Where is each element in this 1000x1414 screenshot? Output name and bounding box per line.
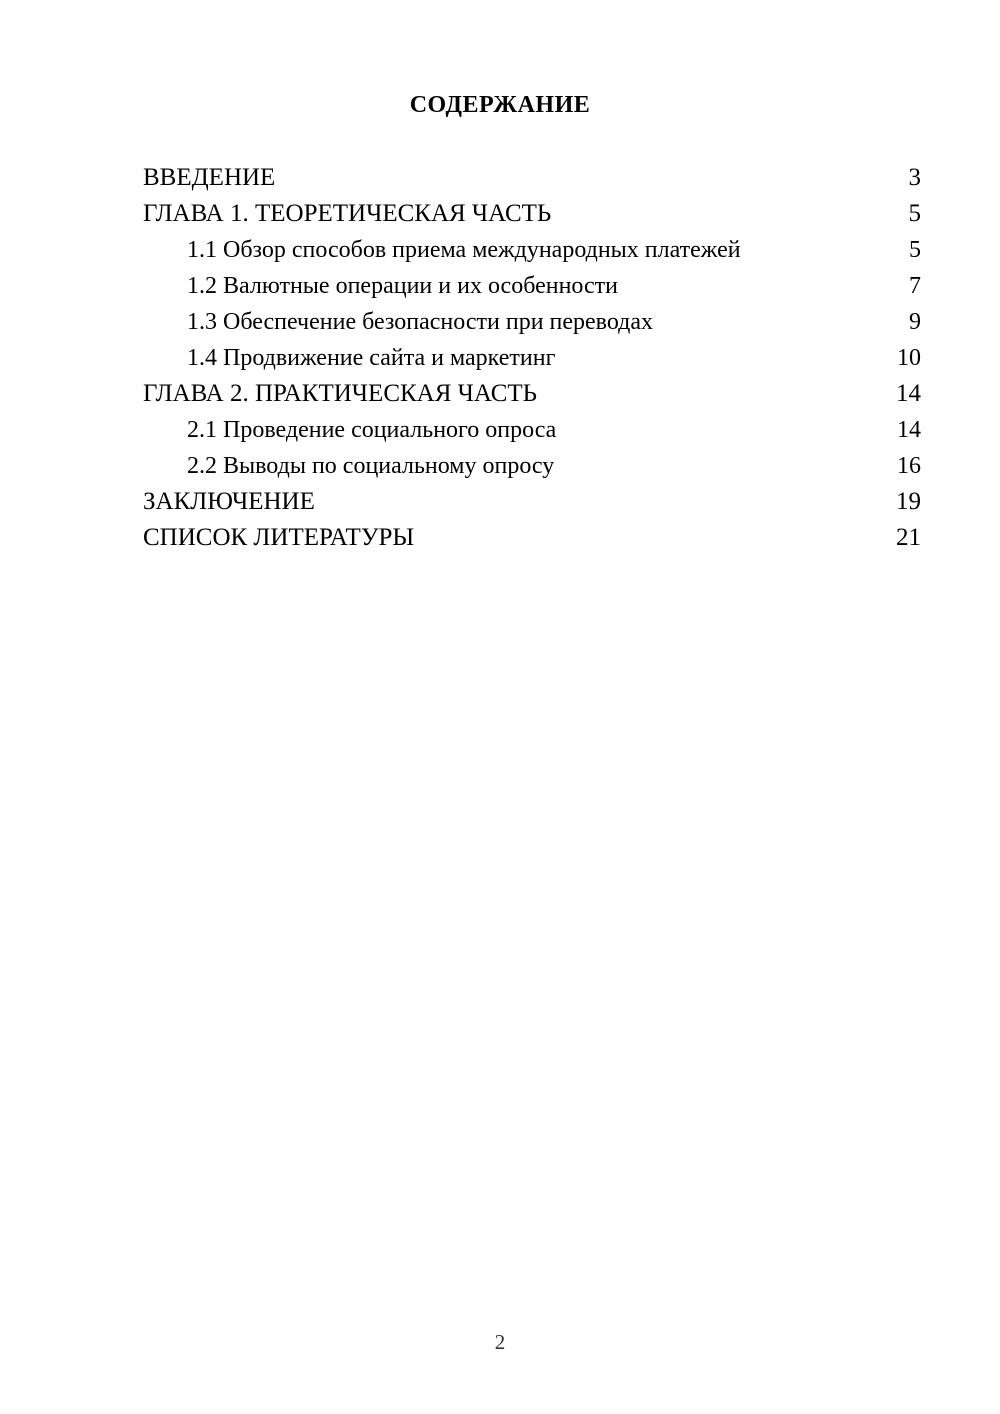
toc-entry-label: 1.4 Продвижение сайта и маркетинг — [187, 345, 556, 371]
page-title: СОДЕРЖАНИЕ — [409, 92, 591, 118]
toc-entry-page: 7 — [909, 273, 921, 299]
toc-entry[interactable] — [143, 412, 921, 448]
toc-entry[interactable] — [143, 232, 921, 268]
toc-entry-page: 10 — [897, 345, 921, 371]
toc-entry[interactable] — [143, 304, 921, 340]
toc-entry[interactable] — [143, 484, 921, 520]
table-of-contents — [143, 160, 921, 556]
toc-entry-label: 2.1 Проведение социального опроса — [187, 417, 557, 443]
toc-entry-label: 2.2 Выводы по социальному опросу — [187, 453, 555, 479]
toc-entry-label: 1.3 Обеспечение безопасности при переводах — [187, 309, 654, 335]
toc-entry-page: 5 — [909, 237, 921, 263]
toc-entry-page: 9 — [909, 309, 921, 335]
toc-entry[interactable] — [143, 376, 921, 412]
toc-entry[interactable] — [143, 520, 921, 556]
toc-entry-page: 5 — [908, 200, 921, 227]
toc-entry-page: 19 — [896, 488, 921, 515]
toc-entry[interactable] — [143, 448, 921, 484]
toc-entry-page: 21 — [896, 524, 921, 551]
toc-entry-label: ВВЕДЕНИЕ — [143, 164, 276, 191]
toc-entry-page: 16 — [897, 453, 921, 479]
toc-entry-label: ГЛАВА 2. ПРАКТИЧЕСКАЯ ЧАСТЬ — [143, 380, 538, 407]
toc-entry-label: ГЛАВА 1. ТЕОРЕТИЧЕСКАЯ ЧАСТЬ — [143, 200, 552, 227]
toc-entry-page: 14 — [897, 417, 921, 443]
toc-entry[interactable] — [143, 160, 921, 196]
toc-entry[interactable] — [143, 196, 921, 232]
toc-entry-label: СПИСОК ЛИТЕРАТУРЫ — [143, 524, 415, 551]
toc-entry-label: ЗАКЛЮЧЕНИЕ — [143, 488, 315, 515]
toc-entry-page: 3 — [908, 164, 921, 191]
toc-entry-page: 14 — [896, 380, 921, 407]
toc-entry-label: 1.2 Валютные операции и их особенности — [187, 273, 619, 299]
toc-entry[interactable] — [143, 340, 921, 376]
toc-entry-label: 1.1 Обзор способов приема международных платежей — [187, 237, 741, 263]
toc-entry[interactable] — [143, 268, 921, 304]
page-footer-number: 2 — [494, 1330, 506, 1354]
